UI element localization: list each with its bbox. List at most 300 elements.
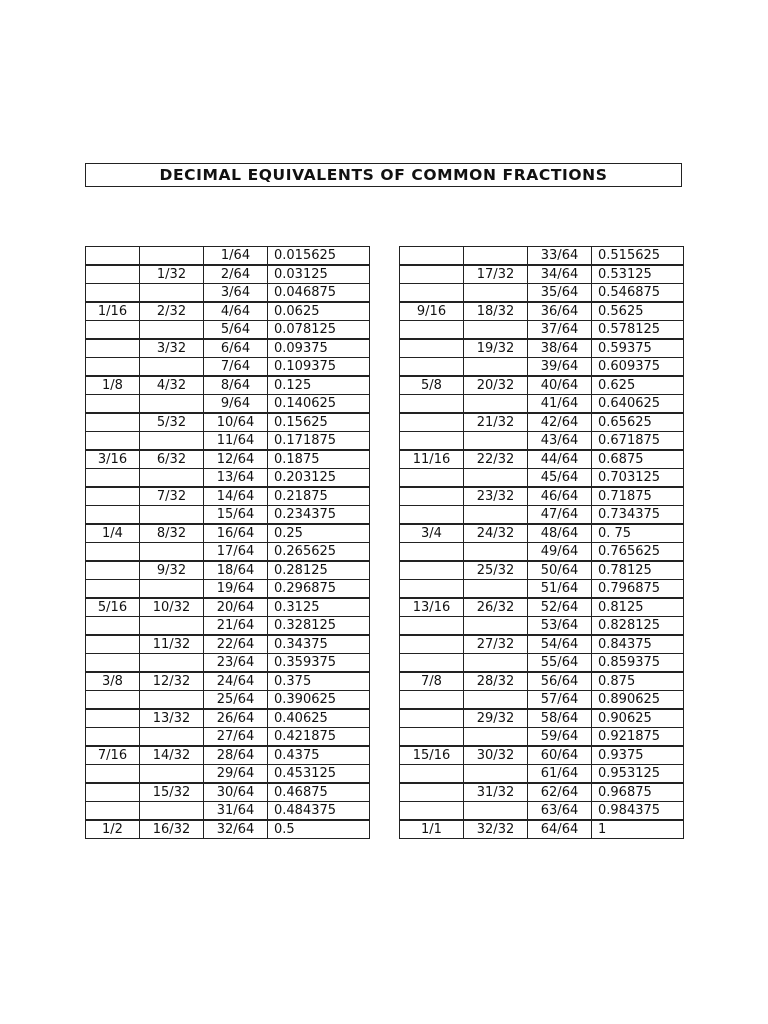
sixteenths-cell bbox=[86, 265, 140, 284]
table-row bbox=[86, 432, 370, 451]
table-row bbox=[400, 247, 684, 266]
sixteenths-cell: 5/8 bbox=[400, 376, 464, 395]
thirty-seconds-cell bbox=[140, 506, 204, 525]
sixteenths-cell bbox=[86, 487, 140, 506]
sixteenths-cell bbox=[86, 339, 140, 358]
decimal-cell: 0.84375 bbox=[592, 635, 684, 654]
table-row bbox=[400, 376, 684, 395]
thirty-seconds-cell bbox=[464, 543, 528, 562]
sixty-fourths-cell: 17/64 bbox=[204, 543, 268, 562]
decimal-cell: 0.5625 bbox=[592, 302, 684, 321]
sixty-fourths-cell: 57/64 bbox=[528, 691, 592, 710]
sixty-fourths-cell: 11/64 bbox=[204, 432, 268, 451]
sixty-fourths-cell: 38/64 bbox=[528, 339, 592, 358]
decimal-cell: 0.125 bbox=[268, 376, 370, 395]
thirty-seconds-cell bbox=[464, 284, 528, 303]
sixty-fourths-cell: 27/64 bbox=[204, 728, 268, 747]
sixty-fourths-cell: 30/64 bbox=[204, 783, 268, 802]
table-row bbox=[400, 469, 684, 488]
sixteenths-cell bbox=[86, 561, 140, 580]
thirty-seconds-cell bbox=[140, 765, 204, 784]
sixteenths-cell bbox=[400, 783, 464, 802]
sixteenths-cell bbox=[86, 469, 140, 488]
sixteenths-cell bbox=[400, 284, 464, 303]
thirty-seconds-cell: 30/32 bbox=[464, 746, 528, 765]
thirty-seconds-cell: 22/32 bbox=[464, 450, 528, 469]
table-row bbox=[400, 339, 684, 358]
sixteenths-cell bbox=[400, 506, 464, 525]
table-row bbox=[86, 339, 370, 358]
thirty-seconds-cell bbox=[464, 506, 528, 525]
sixty-fourths-cell: 33/64 bbox=[528, 247, 592, 266]
table-row bbox=[86, 543, 370, 562]
decimal-cell: 0.5 bbox=[268, 820, 370, 839]
sixteenths-cell: 3/8 bbox=[86, 672, 140, 691]
table-row bbox=[400, 450, 684, 469]
sixty-fourths-cell: 36/64 bbox=[528, 302, 592, 321]
table-row bbox=[400, 746, 684, 765]
decimal-cell: 0.59375 bbox=[592, 339, 684, 358]
table-row bbox=[86, 617, 370, 636]
sixteenths-cell bbox=[86, 654, 140, 673]
decimal-cell: 0.578125 bbox=[592, 321, 684, 340]
sixteenths-cell: 13/16 bbox=[400, 598, 464, 617]
decimal-cell: 0.53125 bbox=[592, 265, 684, 284]
sixty-fourths-cell: 46/64 bbox=[528, 487, 592, 506]
fraction-table-left bbox=[85, 246, 370, 839]
sixteenths-cell bbox=[86, 765, 140, 784]
thirty-seconds-cell bbox=[464, 802, 528, 821]
sixty-fourths-cell: 5/64 bbox=[204, 321, 268, 340]
sixteenths-cell: 11/16 bbox=[400, 450, 464, 469]
sixty-fourths-cell: 52/64 bbox=[528, 598, 592, 617]
thirty-seconds-cell: 7/32 bbox=[140, 487, 204, 506]
thirty-seconds-cell: 10/32 bbox=[140, 598, 204, 617]
decimal-cell: 0.8125 bbox=[592, 598, 684, 617]
decimal-cell: 0.078125 bbox=[268, 321, 370, 340]
decimal-cell: 0.859375 bbox=[592, 654, 684, 673]
decimal-cell: 0.265625 bbox=[268, 543, 370, 562]
sixty-fourths-cell: 28/64 bbox=[204, 746, 268, 765]
table-row bbox=[86, 783, 370, 802]
decimal-cell: 0.890625 bbox=[592, 691, 684, 710]
sixty-fourths-cell: 64/64 bbox=[528, 820, 592, 839]
sixty-fourths-cell: 3/64 bbox=[204, 284, 268, 303]
sixty-fourths-cell: 31/64 bbox=[204, 802, 268, 821]
sixty-fourths-cell: 60/64 bbox=[528, 746, 592, 765]
decimal-cell: 0.703125 bbox=[592, 469, 684, 488]
table-row bbox=[86, 709, 370, 728]
decimal-cell: 0.09375 bbox=[268, 339, 370, 358]
table-row bbox=[400, 395, 684, 414]
sixteenths-cell bbox=[400, 617, 464, 636]
table-row bbox=[400, 524, 684, 543]
sixteenths-cell: 15/16 bbox=[400, 746, 464, 765]
sixty-fourths-cell: 37/64 bbox=[528, 321, 592, 340]
sixty-fourths-cell: 32/64 bbox=[204, 820, 268, 839]
table-row bbox=[86, 654, 370, 673]
decimal-cell: 0.140625 bbox=[268, 395, 370, 414]
sixty-fourths-cell: 26/64 bbox=[204, 709, 268, 728]
table-row bbox=[400, 321, 684, 340]
sixteenths-cell bbox=[86, 432, 140, 451]
sixteenths-cell: 1/2 bbox=[86, 820, 140, 839]
thirty-seconds-cell bbox=[464, 617, 528, 636]
decimal-cell: 1 bbox=[592, 820, 684, 839]
thirty-seconds-cell bbox=[464, 432, 528, 451]
sixteenths-cell bbox=[86, 783, 140, 802]
sixty-fourths-cell: 53/64 bbox=[528, 617, 592, 636]
thirty-seconds-cell: 27/32 bbox=[464, 635, 528, 654]
thirty-seconds-cell bbox=[464, 691, 528, 710]
decimal-cell: 0.421875 bbox=[268, 728, 370, 747]
table-row bbox=[86, 321, 370, 340]
table-row bbox=[86, 561, 370, 580]
sixty-fourths-cell: 45/64 bbox=[528, 469, 592, 488]
thirty-seconds-cell: 13/32 bbox=[140, 709, 204, 728]
sixty-fourths-cell: 48/64 bbox=[528, 524, 592, 543]
sixteenths-cell bbox=[86, 728, 140, 747]
table-row bbox=[86, 506, 370, 525]
thirty-seconds-cell: 32/32 bbox=[464, 820, 528, 839]
sixty-fourths-cell: 54/64 bbox=[528, 635, 592, 654]
sixty-fourths-cell: 10/64 bbox=[204, 413, 268, 432]
decimal-cell: 0.4375 bbox=[268, 746, 370, 765]
table-row bbox=[400, 617, 684, 636]
sixteenths-cell bbox=[400, 358, 464, 377]
sixteenths-cell bbox=[86, 635, 140, 654]
sixty-fourths-cell: 4/64 bbox=[204, 302, 268, 321]
sixty-fourths-cell: 41/64 bbox=[528, 395, 592, 414]
thirty-seconds-cell: 23/32 bbox=[464, 487, 528, 506]
page-title: DECIMAL EQUIVALENTS OF COMMON FRACTIONS bbox=[159, 166, 608, 184]
thirty-seconds-cell: 2/32 bbox=[140, 302, 204, 321]
table-row bbox=[400, 783, 684, 802]
decimal-cell: 0.03125 bbox=[268, 265, 370, 284]
decimal-cell: 0.234375 bbox=[268, 506, 370, 525]
decimal-cell: 0.296875 bbox=[268, 580, 370, 599]
sixty-fourths-cell: 49/64 bbox=[528, 543, 592, 562]
thirty-seconds-cell: 31/32 bbox=[464, 783, 528, 802]
table-row bbox=[86, 580, 370, 599]
table-row bbox=[400, 413, 684, 432]
decimal-cell: 0.515625 bbox=[592, 247, 684, 266]
thirty-seconds-cell: 1/32 bbox=[140, 265, 204, 284]
decimal-cell: 0.546875 bbox=[592, 284, 684, 303]
sixty-fourths-cell: 20/64 bbox=[204, 598, 268, 617]
table-row bbox=[400, 598, 684, 617]
sixteenths-cell bbox=[400, 691, 464, 710]
thirty-seconds-cell bbox=[140, 321, 204, 340]
decimal-cell: 0.1875 bbox=[268, 450, 370, 469]
sixteenths-cell bbox=[400, 339, 464, 358]
decimal-cell: 0.796875 bbox=[592, 580, 684, 599]
sixty-fourths-cell: 7/64 bbox=[204, 358, 268, 377]
decimal-cell: 0.671875 bbox=[592, 432, 684, 451]
sixteenths-cell bbox=[86, 321, 140, 340]
sixteenths-cell bbox=[86, 247, 140, 266]
thirty-seconds-cell: 6/32 bbox=[140, 450, 204, 469]
table-row bbox=[400, 543, 684, 562]
sixty-fourths-cell: 25/64 bbox=[204, 691, 268, 710]
sixteenths-cell: 9/16 bbox=[400, 302, 464, 321]
decimal-cell: 0.40625 bbox=[268, 709, 370, 728]
decimal-cell: 0.25 bbox=[268, 524, 370, 543]
decimal-cell: 0.96875 bbox=[592, 783, 684, 802]
decimal-cell: 0. 75 bbox=[592, 524, 684, 543]
thirty-seconds-cell: 15/32 bbox=[140, 783, 204, 802]
decimal-cell: 0.953125 bbox=[592, 765, 684, 784]
sixteenths-cell bbox=[400, 635, 464, 654]
table-row bbox=[86, 820, 370, 839]
decimal-cell: 0.484375 bbox=[268, 802, 370, 821]
thirty-seconds-cell: 26/32 bbox=[464, 598, 528, 617]
table-row bbox=[400, 487, 684, 506]
sixty-fourths-cell: 8/64 bbox=[204, 376, 268, 395]
thirty-seconds-cell: 29/32 bbox=[464, 709, 528, 728]
decimal-cell: 0.765625 bbox=[592, 543, 684, 562]
table-row bbox=[400, 820, 684, 839]
decimal-cell: 0.640625 bbox=[592, 395, 684, 414]
sixteenths-cell bbox=[86, 413, 140, 432]
sixteenths-cell bbox=[400, 321, 464, 340]
decimal-cell: 0.625 bbox=[592, 376, 684, 395]
sixty-fourths-cell: 9/64 bbox=[204, 395, 268, 414]
thirty-seconds-cell: 16/32 bbox=[140, 820, 204, 839]
table-row bbox=[400, 358, 684, 377]
thirty-seconds-cell: 21/32 bbox=[464, 413, 528, 432]
table-row bbox=[86, 691, 370, 710]
sixteenths-cell bbox=[400, 395, 464, 414]
sixty-fourths-cell: 44/64 bbox=[528, 450, 592, 469]
decimal-cell: 0.34375 bbox=[268, 635, 370, 654]
sixteenths-cell: 3/4 bbox=[400, 524, 464, 543]
sixty-fourths-cell: 24/64 bbox=[204, 672, 268, 691]
table-row bbox=[86, 265, 370, 284]
table-row bbox=[86, 376, 370, 395]
table-row bbox=[86, 284, 370, 303]
table-row bbox=[86, 247, 370, 266]
decimal-cell: 0.28125 bbox=[268, 561, 370, 580]
thirty-seconds-cell bbox=[140, 358, 204, 377]
decimal-cell: 0.734375 bbox=[592, 506, 684, 525]
thirty-seconds-cell: 24/32 bbox=[464, 524, 528, 543]
sixty-fourths-cell: 21/64 bbox=[204, 617, 268, 636]
thirty-seconds-cell bbox=[464, 247, 528, 266]
sixteenths-cell bbox=[400, 265, 464, 284]
sixty-fourths-cell: 50/64 bbox=[528, 561, 592, 580]
decimal-cell: 0.6875 bbox=[592, 450, 684, 469]
sixty-fourths-cell: 22/64 bbox=[204, 635, 268, 654]
table-row bbox=[86, 524, 370, 543]
table-row bbox=[400, 635, 684, 654]
thirty-seconds-cell bbox=[140, 395, 204, 414]
sixty-fourths-cell: 13/64 bbox=[204, 469, 268, 488]
sixteenths-cell bbox=[400, 413, 464, 432]
table-row bbox=[400, 691, 684, 710]
sixty-fourths-cell: 56/64 bbox=[528, 672, 592, 691]
thirty-seconds-cell bbox=[464, 654, 528, 673]
decimal-cell: 0.046875 bbox=[268, 284, 370, 303]
thirty-seconds-cell bbox=[140, 728, 204, 747]
table-row bbox=[400, 654, 684, 673]
table-row bbox=[86, 302, 370, 321]
sixty-fourths-cell: 42/64 bbox=[528, 413, 592, 432]
sixteenths-cell bbox=[86, 580, 140, 599]
thirty-seconds-cell bbox=[140, 247, 204, 266]
thirty-seconds-cell: 18/32 bbox=[464, 302, 528, 321]
decimal-cell: 0.78125 bbox=[592, 561, 684, 580]
sixteenths-cell bbox=[86, 506, 140, 525]
table-row bbox=[86, 746, 370, 765]
thirty-seconds-cell: 5/32 bbox=[140, 413, 204, 432]
thirty-seconds-cell: 25/32 bbox=[464, 561, 528, 580]
thirty-seconds-cell bbox=[464, 358, 528, 377]
sixty-fourths-cell: 39/64 bbox=[528, 358, 592, 377]
decimal-cell: 0.171875 bbox=[268, 432, 370, 451]
decimal-cell: 0.109375 bbox=[268, 358, 370, 377]
decimal-cell: 0.921875 bbox=[592, 728, 684, 747]
decimal-cell: 0.828125 bbox=[592, 617, 684, 636]
thirty-seconds-cell: 14/32 bbox=[140, 746, 204, 765]
thirty-seconds-cell bbox=[140, 617, 204, 636]
decimal-cell: 0.453125 bbox=[268, 765, 370, 784]
thirty-seconds-cell bbox=[140, 691, 204, 710]
sixty-fourths-cell: 6/64 bbox=[204, 339, 268, 358]
decimal-cell: 0.359375 bbox=[268, 654, 370, 673]
sixteenths-cell: 1/16 bbox=[86, 302, 140, 321]
sixteenths-cell bbox=[400, 561, 464, 580]
sixteenths-cell bbox=[86, 395, 140, 414]
thirty-seconds-cell bbox=[140, 543, 204, 562]
table-row bbox=[400, 728, 684, 747]
sixty-fourths-cell: 19/64 bbox=[204, 580, 268, 599]
table-row bbox=[400, 506, 684, 525]
sixteenths-cell bbox=[86, 617, 140, 636]
decimal-cell: 0.46875 bbox=[268, 783, 370, 802]
sixteenths-cell bbox=[86, 691, 140, 710]
decimal-cell: 0.65625 bbox=[592, 413, 684, 432]
sixty-fourths-cell: 1/64 bbox=[204, 247, 268, 266]
table-row bbox=[400, 580, 684, 599]
sixty-fourths-cell: 2/64 bbox=[204, 265, 268, 284]
sixty-fourths-cell: 35/64 bbox=[528, 284, 592, 303]
table-row bbox=[86, 635, 370, 654]
sixteenths-cell bbox=[400, 709, 464, 728]
sixteenths-cell: 1/1 bbox=[400, 820, 464, 839]
page-title-box bbox=[85, 163, 682, 187]
sixteenths-cell bbox=[400, 487, 464, 506]
sixty-fourths-cell: 58/64 bbox=[528, 709, 592, 728]
decimal-cell: 0.328125 bbox=[268, 617, 370, 636]
thirty-seconds-cell: 4/32 bbox=[140, 376, 204, 395]
thirty-seconds-cell bbox=[140, 284, 204, 303]
thirty-seconds-cell: 17/32 bbox=[464, 265, 528, 284]
thirty-seconds-cell bbox=[464, 765, 528, 784]
sixty-fourths-cell: 40/64 bbox=[528, 376, 592, 395]
sixty-fourths-cell: 23/64 bbox=[204, 654, 268, 673]
decimal-cell: 0.90625 bbox=[592, 709, 684, 728]
sixty-fourths-cell: 61/64 bbox=[528, 765, 592, 784]
sixteenths-cell bbox=[400, 728, 464, 747]
thirty-seconds-cell bbox=[464, 728, 528, 747]
sixteenths-cell bbox=[86, 709, 140, 728]
table-row bbox=[86, 358, 370, 377]
decimal-cell: 0.71875 bbox=[592, 487, 684, 506]
sixteenths-cell: 1/4 bbox=[86, 524, 140, 543]
sixteenths-cell: 3/16 bbox=[86, 450, 140, 469]
sixteenths-cell bbox=[400, 802, 464, 821]
thirty-seconds-cell bbox=[140, 580, 204, 599]
decimal-cell: 0.375 bbox=[268, 672, 370, 691]
sixteenths-cell: 1/8 bbox=[86, 376, 140, 395]
decimal-cell: 0.0625 bbox=[268, 302, 370, 321]
decimal-cell: 0.390625 bbox=[268, 691, 370, 710]
thirty-seconds-cell: 9/32 bbox=[140, 561, 204, 580]
fraction-table-right bbox=[399, 246, 684, 839]
table-row bbox=[86, 728, 370, 747]
thirty-seconds-cell: 11/32 bbox=[140, 635, 204, 654]
table-row bbox=[400, 802, 684, 821]
thirty-seconds-cell: 3/32 bbox=[140, 339, 204, 358]
decimal-cell: 0.203125 bbox=[268, 469, 370, 488]
thirty-seconds-cell bbox=[140, 469, 204, 488]
sixty-fourths-cell: 47/64 bbox=[528, 506, 592, 525]
table-row bbox=[400, 765, 684, 784]
thirty-seconds-cell bbox=[464, 395, 528, 414]
sixty-fourths-cell: 51/64 bbox=[528, 580, 592, 599]
thirty-seconds-cell bbox=[140, 432, 204, 451]
table-row bbox=[400, 672, 684, 691]
sixteenths-cell bbox=[400, 247, 464, 266]
table-row bbox=[86, 395, 370, 414]
thirty-seconds-cell bbox=[464, 321, 528, 340]
decimal-cell: 0.9375 bbox=[592, 746, 684, 765]
decimal-cell: 0.21875 bbox=[268, 487, 370, 506]
sixty-fourths-cell: 55/64 bbox=[528, 654, 592, 673]
decimal-cell: 0.875 bbox=[592, 672, 684, 691]
thirty-seconds-cell: 19/32 bbox=[464, 339, 528, 358]
thirty-seconds-cell: 8/32 bbox=[140, 524, 204, 543]
thirty-seconds-cell: 28/32 bbox=[464, 672, 528, 691]
decimal-cell: 0.609375 bbox=[592, 358, 684, 377]
table-row bbox=[400, 284, 684, 303]
sixty-fourths-cell: 43/64 bbox=[528, 432, 592, 451]
sixteenths-cell bbox=[86, 284, 140, 303]
sixteenths-cell bbox=[400, 765, 464, 784]
thirty-seconds-cell bbox=[464, 580, 528, 599]
sixty-fourths-cell: 18/64 bbox=[204, 561, 268, 580]
sixteenths-cell bbox=[86, 543, 140, 562]
thirty-seconds-cell: 12/32 bbox=[140, 672, 204, 691]
sixteenths-cell: 7/16 bbox=[86, 746, 140, 765]
table-row bbox=[86, 598, 370, 617]
sixteenths-cell bbox=[86, 802, 140, 821]
sixty-fourths-cell: 29/64 bbox=[204, 765, 268, 784]
table-row bbox=[400, 709, 684, 728]
table-row bbox=[400, 302, 684, 321]
sixty-fourths-cell: 14/64 bbox=[204, 487, 268, 506]
decimal-cell: 0.015625 bbox=[268, 247, 370, 266]
table-row bbox=[86, 450, 370, 469]
thirty-seconds-cell bbox=[140, 802, 204, 821]
sixteenths-cell bbox=[86, 358, 140, 377]
thirty-seconds-cell: 20/32 bbox=[464, 376, 528, 395]
sixteenths-cell: 7/8 bbox=[400, 672, 464, 691]
sixteenths-cell: 5/16 bbox=[86, 598, 140, 617]
table-row bbox=[86, 469, 370, 488]
sixteenths-cell bbox=[400, 654, 464, 673]
